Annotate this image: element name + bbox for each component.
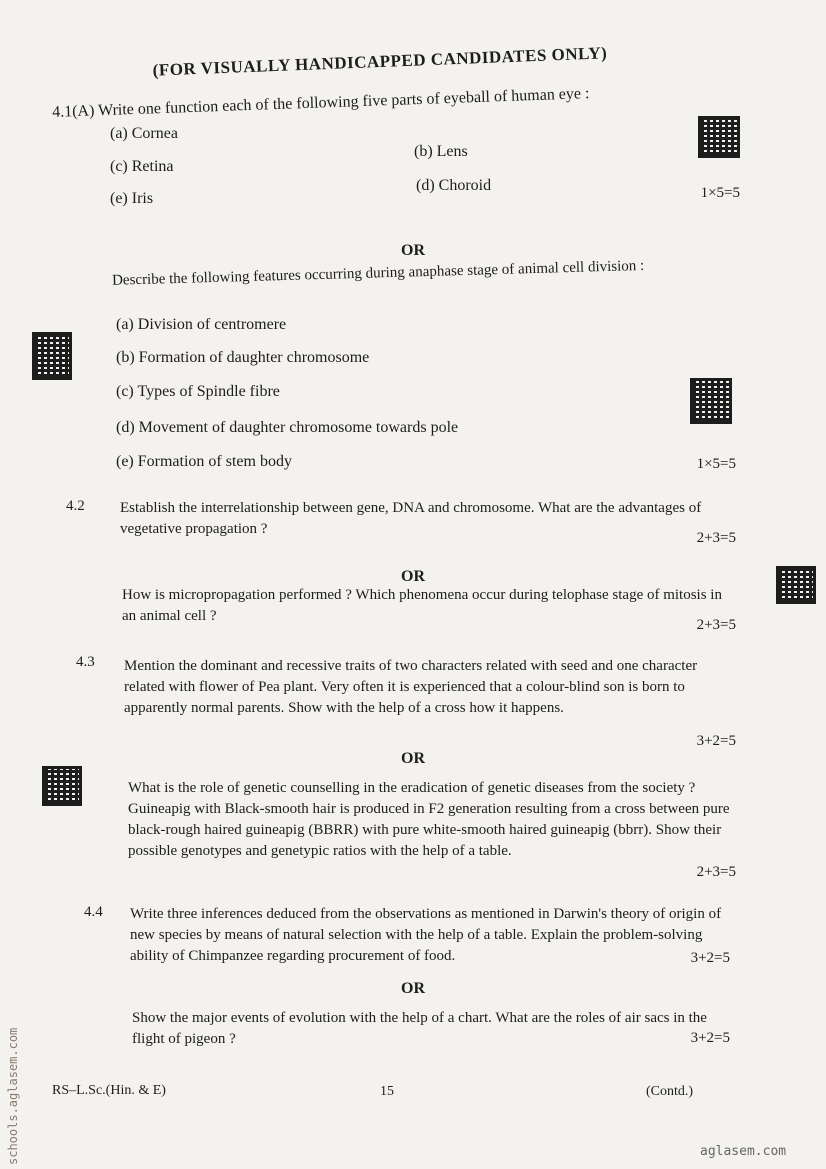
- question-4-1-text: 4.1(A) Write one function each of the following five parts of eyeball of human eye :: [51, 85, 590, 121]
- qr-code-icon: [32, 332, 72, 380]
- q43-marks: 3+2=5: [696, 733, 736, 749]
- q42-alt-marks: 2+3=5: [696, 617, 736, 633]
- q41-or: OR: [401, 242, 425, 259]
- q41-alt-item-b: (b) Formation of daughter chromosome: [116, 349, 370, 366]
- q44-or: OR: [401, 980, 425, 997]
- q42-text: Establish the interrelationship between gene, DNA and chromosome. What are the advantages of vegetative propagation ?: [120, 500, 702, 537]
- q41-item-a: (a) Cornea: [110, 125, 178, 142]
- qr-code-icon: [690, 378, 732, 424]
- q43-or: OR: [401, 750, 425, 767]
- corner-watermark: aglasem.com: [700, 1144, 787, 1159]
- footer-code: RS–L.Sc.(Hin. & E): [52, 1083, 166, 1098]
- q44-alt-text: Show the major events of evolution with the help of a chart. What are the roles of air sacs in the flight of pigeon ?: [132, 1010, 707, 1047]
- q41-item-b: (b) Lens: [414, 143, 468, 160]
- q42-marks: 2+3=5: [696, 530, 736, 546]
- q41-item-e: (e) Iris: [110, 190, 154, 207]
- q43-number: 4.3: [76, 654, 95, 670]
- footer-page-number: 15: [380, 1084, 394, 1099]
- qr-code-icon: [698, 116, 740, 158]
- q44-marks: 3+2=5: [690, 950, 730, 966]
- page-header: (FOR VISUALLY HANDICAPPED CANDIDATES ONLY): [152, 43, 608, 80]
- q44-text: Write three inferences deduced from the observations as mentioned in Darwin's theory of origin of new species by means of natural selection with the help of a table. Explain the problem-solving ability of Chimpanzee regarding procurement of food.: [130, 906, 722, 964]
- q44-alt-marks: 3+2=5: [690, 1030, 730, 1046]
- q43-text: Mention the dominant and recessive traits of two characters related with seed and one character related with flower of Pea plant. Very often it is experienced that a colour-blind son is born to apparently normal parents. Show with the help of a cross how it happens.: [124, 658, 698, 716]
- q41-alt-marks: 1×5=5: [696, 456, 736, 472]
- q44-number: 4.4: [84, 904, 103, 920]
- q41-alt-item-d: (d) Movement of daughter chromosome towards pole: [116, 419, 459, 436]
- qr-code-icon: [42, 766, 82, 806]
- q42-or: OR: [401, 568, 425, 585]
- q42-alt-text: How is micropropagation performed ? Which phenomena occur during telophase stage of mitosis in an animal cell ?: [122, 587, 722, 624]
- side-watermark: schools.aglasem.com: [6, 1027, 20, 1165]
- q41-marks: 1×5=5: [700, 185, 740, 201]
- q42-number: 4.2: [66, 498, 85, 514]
- q41-alt-question: Describe the following features occurring during anaphase stage of animal cell division :: [111, 257, 645, 289]
- q41-alt-item-c: (c) Types of Spindle fibre: [116, 383, 280, 400]
- q43-alt-marks: 2+3=5: [696, 864, 736, 880]
- q43-alt-text: What is the role of genetic counselling in the eradication of genetic diseases from the society ? Guineapig with Black-smooth hair is produced in F2 generation resulting from a cross between pure black-rough haired guineapig (BBRR) with pure white-smooth haired guineapig (bbrr). Show their possible genotypes and genetypic ratios with the help of a table.: [128, 780, 730, 859]
- q41-alt-item-a: (a) Division of centromere: [116, 316, 287, 333]
- q41-alt-item-e: (e) Formation of stem body: [116, 453, 292, 470]
- q41-item-d: (d) Choroid: [416, 177, 492, 194]
- footer-contd: (Contd.): [646, 1084, 694, 1099]
- q41-item-c: (c) Retina: [110, 158, 174, 175]
